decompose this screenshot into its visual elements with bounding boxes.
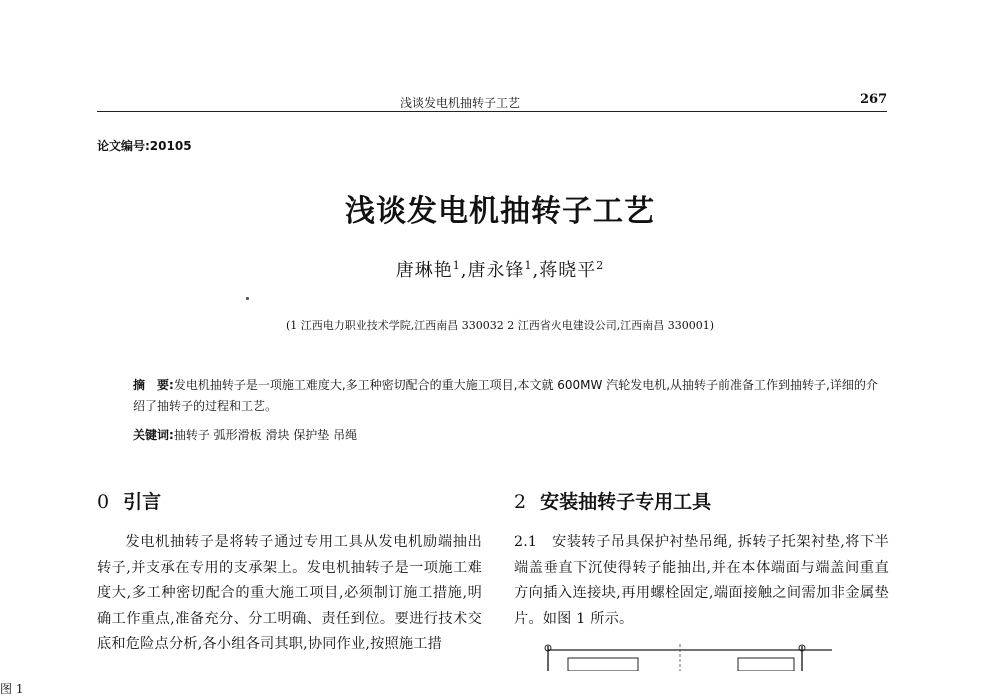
author-list (0, 256, 1000, 282)
section-title: 引言 (123, 491, 162, 513)
author-affiliation-mark: 1 (452, 259, 461, 272)
page-number: 267 (860, 92, 888, 107)
author-separator: , (532, 260, 540, 281)
paper-title: 浅谈发电机抽转子工艺 (345, 194, 655, 229)
keywords-label: 关键词: (133, 428, 174, 442)
body-paragraph: 发电机抽转子是将转子通过专用工具从发电机励端抽出转子,并支承在专用的支承架上。发电机抽转子是一项施工难度大,多工种密切配合的重大施工项目,必须制订施工措施,明确工作重点,准备充分、分工明确、责任到位。要进行技术交底和危险点分析,各小组各司其职,协同作业,按照施工措 (97, 534, 482, 652)
keywords (133, 426, 357, 443)
running-title: 浅谈发电机抽转子工艺 (400, 96, 521, 110)
figure-label: 图 1 (0, 682, 24, 696)
author-name: 蒋晓平 (539, 260, 597, 281)
header-rule (97, 111, 887, 112)
body-paragraph: 2.1 安装转子吊具保护衬垫吊绳, 拆转子托架衬垫,将下半端盖垂直下沉使得转子能抽出,并在本体端面与端盖间重直方向插入连接块,再用螺栓固定,端面接触之间需加非金属垫片。如图 1 所示。 (514, 534, 889, 627)
author-affiliation-mark: 1 (524, 259, 533, 272)
abstract-label: 摘 要: (133, 378, 174, 392)
abstract (133, 375, 883, 417)
figure-1-drawing (540, 640, 840, 671)
section-number: 2 (514, 491, 527, 513)
section-number: 0 (97, 491, 110, 513)
section-heading (97, 487, 161, 514)
keywords-text: 抽转子 弧形滑板 滑块 保护垫 吊绳 (173, 428, 358, 442)
scan-speck (246, 297, 249, 300)
abstract-text: 发电机抽转子是一项施工难度大,多工种密切配合的重大施工项目,本文就 600MW 汽轮发电机,从抽转子前准备工作到抽转子,详细的介绍了抽转子的过程和工艺。 (133, 378, 878, 413)
author-affiliation-mark: 2 (596, 259, 605, 272)
section-heading (514, 487, 711, 514)
author-name: 唐永锋 (467, 260, 525, 281)
paper-id: 论文编号:20105 (97, 139, 192, 153)
affiliation: (1 江西电力职业技术学院,江西南昌 330032 2 江西省火电建设公司,江西南昌 330001) (285, 319, 715, 332)
author-separator: , (460, 260, 468, 281)
section-title: 安装抽转子专用工具 (540, 491, 712, 513)
author-name: 唐琳艳 (395, 260, 453, 281)
